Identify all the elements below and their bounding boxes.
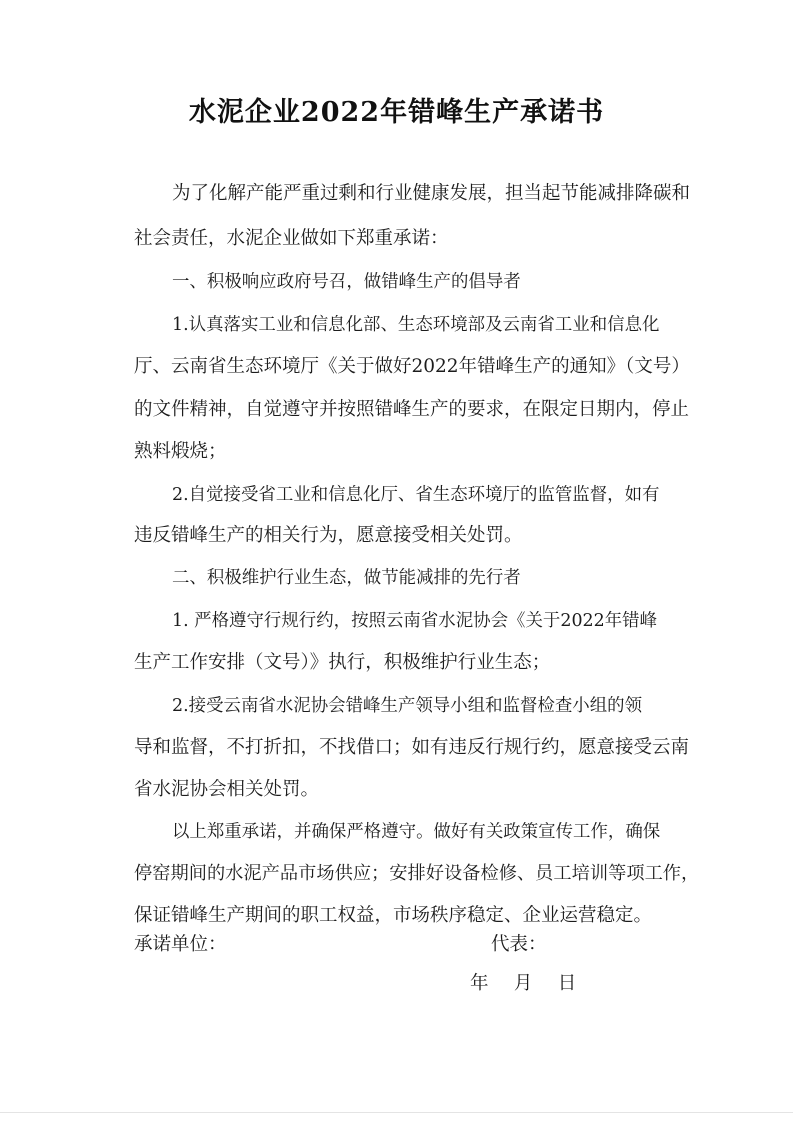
body-line: 1.认真落实工业和信息化部、生态环境部及云南省工业和信息化 bbox=[172, 315, 660, 335]
body-line: 生产工作安排（文号）》执行，积极维护行业生态； bbox=[134, 652, 551, 673]
representative-label: 代表： bbox=[491, 934, 547, 955]
body-line: 1. 严格遵守行规行约，按照云南省水泥协会《关于2022年错峰 bbox=[172, 611, 658, 631]
body-line: 厅、云南省生态环境厅《关于做好2022年错峰生产的通知》（文号） bbox=[134, 356, 690, 377]
body-line: 保证错峰生产期间的职工权益，市场秩序稳定、企业运营稳定。 bbox=[134, 905, 653, 926]
body-line: 的文件精神，自觉遵守并按照错峰生产的要求，在限定日期内，停止 bbox=[134, 399, 690, 420]
body-line: 导和监督，不打折扣，不找借口；如有违反行规行约，愿意接受云南 bbox=[134, 737, 690, 758]
body-line: 为了化解产能严重过剩和行业健康发展，担当起节能减排降碳和 bbox=[172, 183, 691, 204]
body-line: 2.自觉接受省工业和信息化厅、省生态环境厅的监管监督，如有 bbox=[172, 485, 660, 505]
promising-unit-label: 承诺单位： bbox=[134, 934, 227, 955]
document-title: 水泥企业2022年错峰生产承诺书 bbox=[188, 97, 605, 128]
body-line: 2.接受云南省水泥协会错峰生产领导小组和监督检查小组的领 bbox=[172, 696, 643, 716]
date-line bbox=[470, 972, 596, 996]
date-year: 年 bbox=[470, 973, 489, 994]
section-heading: 二、积极维护行业生态，做节能减排的先行者 bbox=[172, 568, 521, 588]
date-day: 日 bbox=[557, 973, 577, 994]
body-line: 社会责任，水泥企业做如下郑重承诺： bbox=[134, 228, 449, 249]
date-month: 月 bbox=[513, 973, 533, 994]
body-line: 停窑期间的水泥产品市场供应；安排好设备检修、员工培训等项工作， bbox=[134, 863, 700, 884]
scan-edge-line bbox=[0, 1112, 793, 1113]
body-line: 违反错峰生产的相关行为，愿意接受相关处罚。 bbox=[134, 525, 523, 546]
section-heading: 一、积极响应政府号召，做错峰生产的倡导者 bbox=[172, 272, 521, 292]
body-line: 以上郑重承诺，并确保严格遵守。做好有关政策宣传工作，确保 bbox=[172, 822, 661, 842]
body-line: 熟料煅烧； bbox=[134, 441, 227, 462]
body-line: 省水泥协会相关处罚。 bbox=[134, 779, 320, 800]
